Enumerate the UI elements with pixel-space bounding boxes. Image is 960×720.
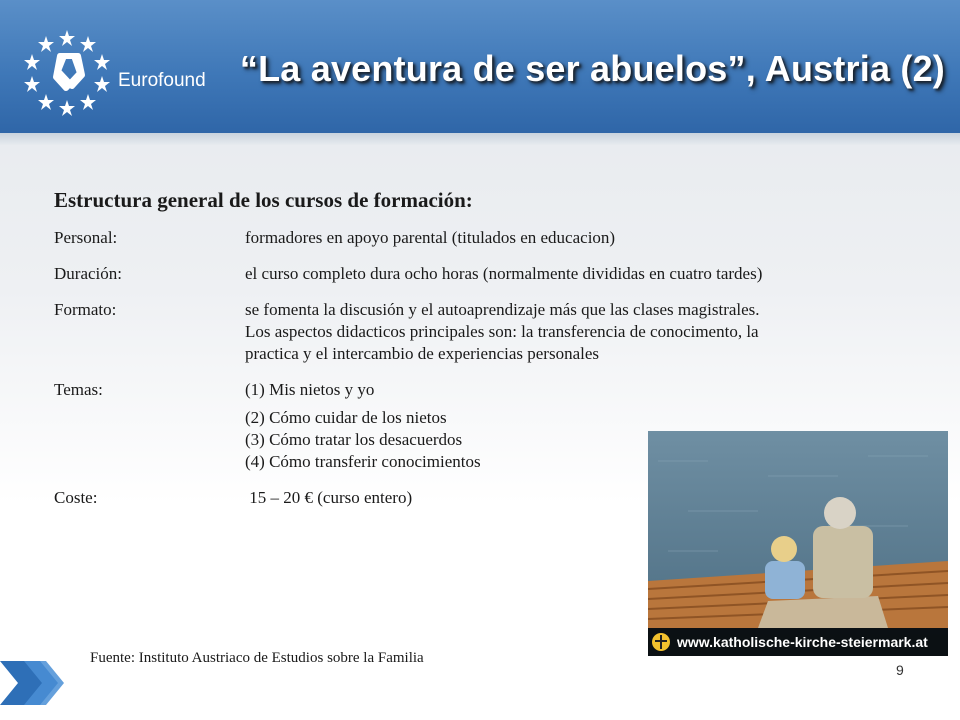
header-divider: [0, 133, 960, 145]
lake-dock-illustration: [648, 431, 948, 656]
row-personal: [54, 227, 784, 253]
row-duracion: [54, 263, 784, 289]
topic-item: (2) Cómo cuidar de los nietos: [245, 408, 447, 427]
source-note: Fuente: Instituto Austriaco de Estudios sobre la Familia: [90, 650, 424, 666]
row-label: Formato:: [54, 300, 117, 319]
topic-item: (1) Mis nietos y yo: [245, 380, 375, 399]
photo-caption-text: www.katholische-kirche-steiermark.at: [677, 634, 928, 650]
cross-circle-icon: [652, 633, 670, 651]
row-label: Personal:: [54, 228, 118, 247]
grandparent-photo: [648, 431, 948, 656]
page-number: 9: [896, 662, 904, 678]
row-value: [245, 299, 784, 369]
photo-caption: [648, 628, 948, 656]
brand-name: Eurofound: [118, 70, 206, 91]
row-value: [245, 263, 784, 289]
row-formato: [54, 299, 784, 369]
section-heading: Estructura general de los cursos de formación:: [54, 188, 473, 212]
topic-item: (3) Cómo tratar los desacuerdos: [245, 430, 463, 449]
row-label: Coste:: [54, 488, 98, 507]
arrow-right-icon: [0, 655, 76, 711]
topic-item: (4) Cómo transferir conocimientos: [245, 452, 481, 471]
row-value-line: 15 – 20 € (curso entero): [245, 488, 413, 507]
row-value-line: el curso completo dura ocho horas (normalmente divididas en cuatro tardes): [245, 264, 763, 283]
eurofound-logo-icon: [22, 28, 112, 118]
row-label: Temas:: [54, 380, 103, 399]
row-value-line: se fomenta la discusión y el autoaprendizaje más que las clases magistrales. Los aspectos didacticos principales son: la transferencia de conocimento, la practica y el intercambio de experiencias personales: [245, 300, 760, 363]
row-value: [245, 227, 784, 253]
slide-title: “La aventura de ser abuelos”, Austria (2): [239, 48, 945, 89]
row-value-line: formadores en apoyo parental (titulados en educacion): [245, 228, 616, 247]
row-label: Duración:: [54, 264, 122, 283]
